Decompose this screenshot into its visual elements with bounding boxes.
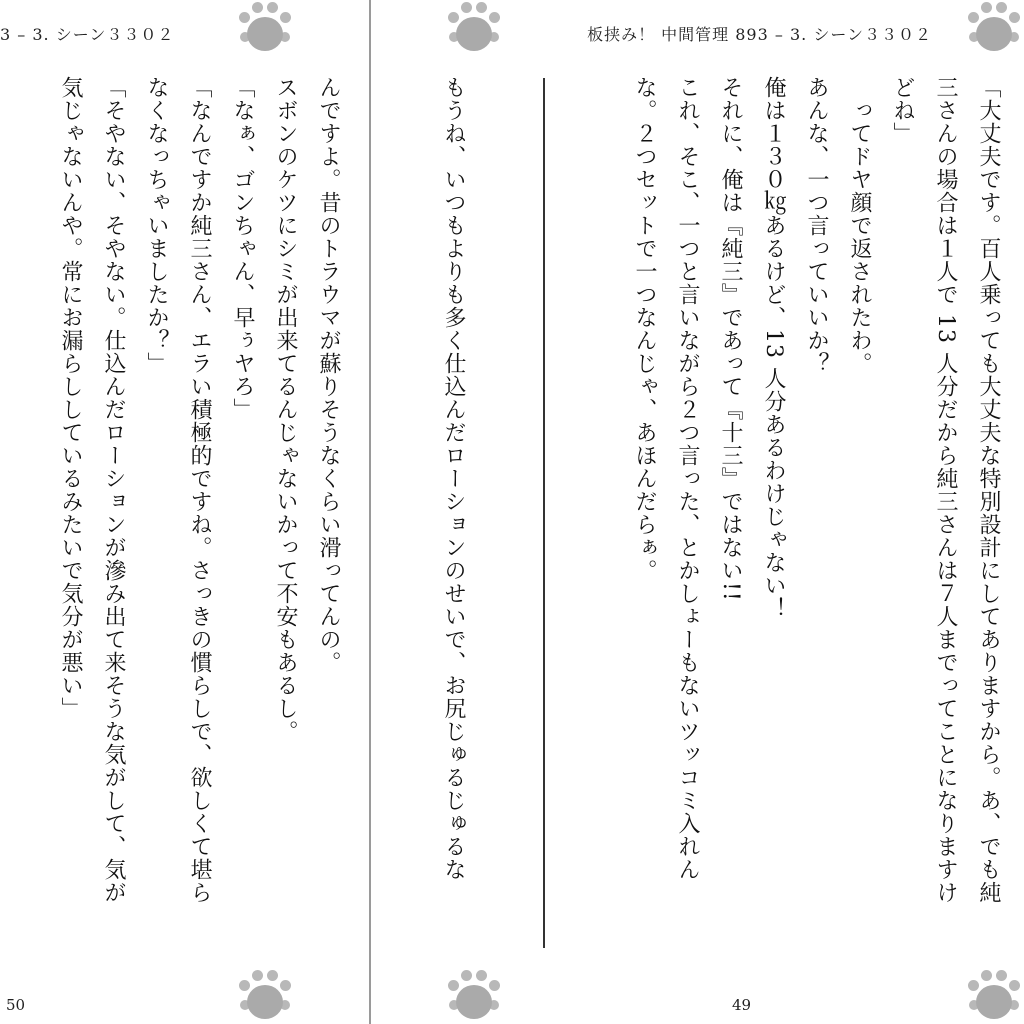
- paw-icon: [238, 968, 292, 1022]
- right-page-body: [540, 76, 1010, 956]
- body-line: 「なぁ、ゴンちゃん、早ぅヤろ」: [230, 76, 255, 421]
- body-line: 「なんですか純三さん、エラい積極的ですね。さっきの慣らしで、欲しくて堪ら: [187, 76, 212, 904]
- right-running-header: 板挟み！ 中間管理 893 – 3. シーン３３０２: [587, 25, 932, 44]
- body-line: 「そやない、そやない。仕込んだローションが滲み出て来そうな気がして、気が: [101, 76, 126, 904]
- body-line: ってドヤ顔で返されたわ。: [847, 76, 872, 375]
- body-line: もうね、いつもよりも多く仕込んだローションのせいで、お尻じゅるじゅるな: [441, 76, 466, 881]
- body-line: どね」: [890, 76, 915, 145]
- body-line: なくなっちゃいましたか？」: [144, 76, 169, 375]
- paw-icon: [967, 0, 1021, 54]
- left-page: [0, 0, 370, 1024]
- paw-icon: [238, 0, 292, 54]
- right-page: [371, 0, 1024, 1024]
- body-line: あんな、一つ言っていいか？: [804, 76, 829, 375]
- right-page-continuation: [431, 76, 475, 956]
- body-line: それに、俺は『純三』であって『十三』ではない!!: [718, 76, 743, 602]
- paw-icon: [967, 968, 1021, 1022]
- left-page-body: [0, 76, 350, 956]
- body-line: 「大丈夫です。百人乗っても大丈夫な特別設計にしてありますから。あ、でも純: [976, 76, 1001, 904]
- left-running-header: 3 – 3. シーン３３０２: [0, 25, 175, 44]
- body-line: 三さんの場合は１人で 13 人分だから純三さんは７人までってことになりますけ: [933, 76, 958, 904]
- left-page-number: 50: [6, 996, 26, 1014]
- body-line: な。２つセットで一つなんじゃ、あほんだらぁ。: [632, 76, 657, 582]
- body-line: これ、そこ、一つと言いながら２つ言った、とかしょーもないツッコミ入れん: [675, 76, 700, 881]
- body-line: 気じゃないんや。常にお漏らししているみたいで気分が悪い」: [58, 76, 83, 720]
- body-line: んですよ。昔のトラウマが蘇りそうなくらい滑ってんの。: [316, 76, 341, 674]
- right-page-number: 49: [732, 996, 752, 1014]
- body-line: スボンのケツにシミが出来てるんじゃないかって不安もあるし。: [273, 76, 298, 743]
- section-break-rule: [543, 78, 545, 948]
- paw-icon: [447, 968, 501, 1022]
- paw-icon: [447, 0, 501, 54]
- body-line: 俺は１３０㎏あるけど、13 人分あるわけじゃない！: [761, 76, 786, 620]
